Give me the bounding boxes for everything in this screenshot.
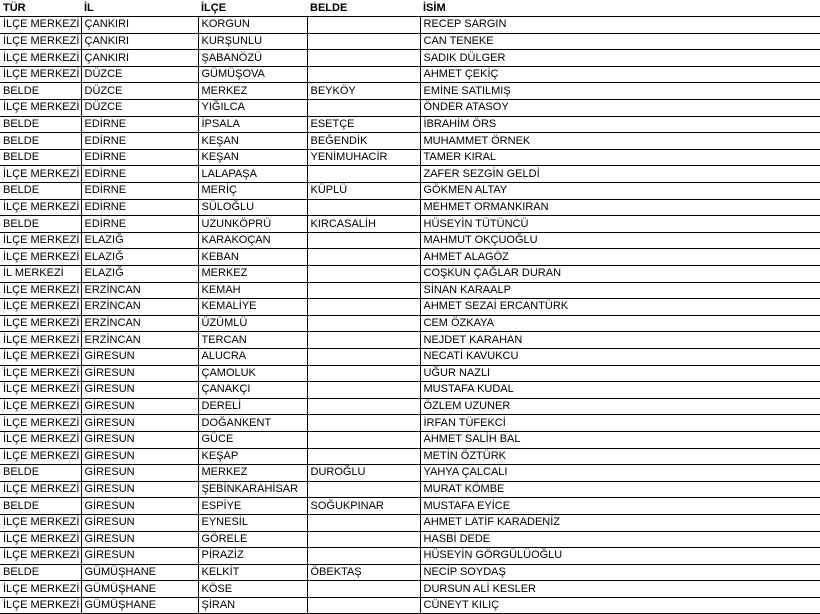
cell-isim: ÖZLEM UZUNER	[420, 398, 820, 415]
cell-il: ERZİNCAN	[81, 315, 198, 332]
table-row	[0, 365, 820, 382]
cell-tur: İLÇE MERKEZİ	[0, 514, 81, 531]
cell-isim: DURSUN ALİ KESLER	[420, 581, 820, 598]
cell-belde: KÜPLÜ	[307, 183, 420, 200]
cell-tur: İLÇE MERKEZİ	[0, 365, 81, 382]
cell-belde: YENİMUHACİR	[307, 149, 420, 166]
cell-tur: İLÇE MERKEZİ	[0, 66, 81, 83]
cell-isim: METİN ÖZTÜRK	[420, 448, 820, 465]
cell-isim: TAMER KIRAL	[420, 149, 820, 166]
cell-isim: HÜSEYİN TÜTÜNCÜ	[420, 216, 820, 233]
cell-il: ÇANKIRI	[81, 33, 198, 50]
cell-tur: İLÇE MERKEZİ	[0, 17, 81, 34]
cell-ilce: KEMALİYE	[198, 299, 307, 316]
cell-ilce: GÜCE	[198, 431, 307, 448]
cell-belde	[307, 531, 420, 548]
cell-belde	[307, 299, 420, 316]
cell-belde	[307, 249, 420, 266]
cell-il: ÇANKIRI	[81, 50, 198, 67]
cell-ilce: KURŞUNLU	[198, 33, 307, 50]
cell-isim: MAHMUT OKÇUOĞLU	[420, 232, 820, 249]
table-row	[0, 232, 820, 249]
table-row	[0, 199, 820, 216]
cell-isim: İRFAN TÜFEKCİ	[420, 415, 820, 432]
cell-ilce: PİRAZİZ	[198, 548, 307, 565]
cell-ilce: ŞABANÖZÜ	[198, 50, 307, 67]
cell-belde	[307, 66, 420, 83]
cell-isim: COŞKUN ÇAĞLAR DURAN	[420, 266, 820, 283]
table-row	[0, 448, 820, 465]
cell-belde	[307, 266, 420, 283]
cell-tur: İLÇE MERKEZİ	[0, 50, 81, 67]
cell-il: GİRESUN	[81, 382, 198, 399]
table-row	[0, 531, 820, 548]
table-row	[0, 498, 820, 515]
cell-ilce: TERCAN	[198, 332, 307, 349]
table-row	[0, 216, 820, 233]
table-row	[0, 33, 820, 50]
cell-belde	[307, 448, 420, 465]
cell-ilce: MERKEZ	[198, 266, 307, 283]
table-row	[0, 564, 820, 581]
table-row	[0, 548, 820, 565]
table-row	[0, 332, 820, 349]
cell-il: ERZİNCAN	[81, 332, 198, 349]
cell-ilce: KORGUN	[198, 17, 307, 34]
cell-isim: MURAT KÖMBE	[420, 481, 820, 498]
cell-il: GÜMÜŞHANE	[81, 564, 198, 581]
table-body	[0, 17, 820, 614]
cell-ilce: ÇANAKÇI	[198, 382, 307, 399]
cell-isim: EMİNE SATILMIŞ	[420, 83, 820, 100]
cell-isim: NECATİ KAVUKCU	[420, 348, 820, 365]
cell-il: ELAZIĞ	[81, 249, 198, 266]
cell-ilce: KARAKOÇAN	[198, 232, 307, 249]
cell-ilce: ŞİRAN	[198, 597, 307, 614]
cell-tur: BELDE	[0, 465, 81, 482]
cell-tur: İLÇE MERKEZİ	[0, 448, 81, 465]
cell-il: EDİRNE	[81, 216, 198, 233]
cell-belde	[307, 382, 420, 399]
cell-isim: SİNAN KARAALP	[420, 282, 820, 299]
cell-belde	[307, 199, 420, 216]
table-row	[0, 100, 820, 117]
cell-tur: BELDE	[0, 498, 81, 515]
table-row	[0, 398, 820, 415]
cell-belde	[307, 481, 420, 498]
cell-isim: AHMET ÇEKİÇ	[420, 66, 820, 83]
cell-belde	[307, 348, 420, 365]
cell-il: GİRESUN	[81, 498, 198, 515]
header-row	[0, 0, 820, 17]
table-row	[0, 50, 820, 67]
table-row	[0, 348, 820, 365]
cell-ilce: EYNESİL	[198, 514, 307, 531]
cell-belde	[307, 100, 420, 117]
table-row	[0, 581, 820, 598]
cell-ilce: KEBAN	[198, 249, 307, 266]
cell-tur: BELDE	[0, 149, 81, 166]
cell-tur: İLÇE MERKEZİ	[0, 431, 81, 448]
table-row	[0, 481, 820, 498]
cell-isim: CÜNEYT KILIÇ	[420, 597, 820, 614]
table-row	[0, 166, 820, 183]
cell-ilce: KEMAH	[198, 282, 307, 299]
cell-tur: İLÇE MERKEZİ	[0, 415, 81, 432]
cell-il: GİRESUN	[81, 531, 198, 548]
cell-il: GİRESUN	[81, 431, 198, 448]
cell-il: ERZİNCAN	[81, 299, 198, 316]
cell-belde	[307, 332, 420, 349]
cell-belde: SOĞUKPINAR	[307, 498, 420, 515]
cell-il: DÜZCE	[81, 100, 198, 117]
cell-tur: İLÇE MERKEZİ	[0, 282, 81, 299]
table-row	[0, 415, 820, 432]
cell-belde	[307, 232, 420, 249]
cell-isim: CAN TENEKE	[420, 33, 820, 50]
cell-ilce: LALAPAŞA	[198, 166, 307, 183]
cell-tur: İLÇE MERKEZİ	[0, 315, 81, 332]
cell-il: DÜZCE	[81, 83, 198, 100]
cell-belde	[307, 514, 420, 531]
cell-il: DÜZCE	[81, 66, 198, 83]
cell-belde	[307, 17, 420, 34]
table-row	[0, 17, 820, 34]
table-header	[0, 0, 820, 17]
cell-isim: AHMET SALİH BAL	[420, 431, 820, 448]
header-tur: TÜR	[0, 0, 81, 17]
table-row	[0, 149, 820, 166]
header-il: İL	[81, 0, 198, 17]
cell-ilce: UZUNKÖPRÜ	[198, 216, 307, 233]
cell-isim: SADIK DÜLGER	[420, 50, 820, 67]
cell-ilce: KEŞAP	[198, 448, 307, 465]
cell-ilce: GÜMÜŞOVA	[198, 66, 307, 83]
cell-il: GİRESUN	[81, 415, 198, 432]
cell-belde: KIRCASALİH	[307, 216, 420, 233]
cell-isim: NEJDET KARAHAN	[420, 332, 820, 349]
cell-il: GİRESUN	[81, 514, 198, 531]
cell-ilce: KELKİT	[198, 564, 307, 581]
cell-ilce: DERELİ	[198, 398, 307, 415]
cell-belde: ESETÇE	[307, 116, 420, 133]
cell-isim: NECİP SOYDAŞ	[420, 564, 820, 581]
cell-tur: İLÇE MERKEZİ	[0, 597, 81, 614]
cell-tur: BELDE	[0, 216, 81, 233]
cell-ilce: KEŞAN	[198, 133, 307, 150]
cell-tur: BELDE	[0, 133, 81, 150]
cell-ilce: MERKEZ	[198, 465, 307, 482]
cell-il: EDİRNE	[81, 199, 198, 216]
cell-tur: İLÇE MERKEZİ	[0, 166, 81, 183]
cell-tur: İLÇE MERKEZİ	[0, 299, 81, 316]
table-row	[0, 315, 820, 332]
cell-il: GÜMÜŞHANE	[81, 581, 198, 598]
table-row	[0, 66, 820, 83]
cell-belde: BEYKÖY	[307, 83, 420, 100]
cell-belde	[307, 33, 420, 50]
cell-isim: AHMET SEZAİ ERCANTÜRK	[420, 299, 820, 316]
cell-tur: İL MERKEZİ	[0, 266, 81, 283]
table-row	[0, 597, 820, 614]
cell-belde	[307, 431, 420, 448]
cell-belde	[307, 581, 420, 598]
cell-ilce: MERKEZ	[198, 83, 307, 100]
cell-ilce: MERİÇ	[198, 183, 307, 200]
cell-il: EDİRNE	[81, 116, 198, 133]
cell-ilce: ŞEBİNKARAHİSAR	[198, 481, 307, 498]
cell-belde	[307, 365, 420, 382]
cell-belde	[307, 315, 420, 332]
cell-il: ERZİNCAN	[81, 282, 198, 299]
cell-il: ELAZIĞ	[81, 232, 198, 249]
table-row	[0, 183, 820, 200]
cell-ilce: KEŞAN	[198, 149, 307, 166]
cell-tur: İLÇE MERKEZİ	[0, 100, 81, 117]
cell-isim: AHMET LATİF KARADENİZ	[420, 514, 820, 531]
cell-il: EDİRNE	[81, 133, 198, 150]
cell-tur: İLÇE MERKEZİ	[0, 33, 81, 50]
cell-isim: ÖNDER ATASOY	[420, 100, 820, 117]
cell-tur: İLÇE MERKEZİ	[0, 348, 81, 365]
cell-il: GİRESUN	[81, 398, 198, 415]
cell-tur: BELDE	[0, 183, 81, 200]
cell-isim: HASBİ DEDE	[420, 531, 820, 548]
cell-isim: RECEP SARGIN	[420, 17, 820, 34]
cell-belde	[307, 597, 420, 614]
cell-ilce: KÖSE	[198, 581, 307, 598]
cell-ilce: ALUCRA	[198, 348, 307, 365]
table-row	[0, 116, 820, 133]
cell-isim: MEHMET ORMANKIRAN	[420, 199, 820, 216]
table-row	[0, 514, 820, 531]
cell-tur: İLÇE MERKEZİ	[0, 531, 81, 548]
table-row	[0, 133, 820, 150]
cell-tur: BELDE	[0, 83, 81, 100]
cell-il: GİRESUN	[81, 448, 198, 465]
cell-tur: İLÇE MERKEZİ	[0, 398, 81, 415]
cell-belde	[307, 548, 420, 565]
cell-isim: AHMET ALAGÖZ	[420, 249, 820, 266]
cell-belde	[307, 398, 420, 415]
cell-isim: MUHAMMET ÖRNEK	[420, 133, 820, 150]
table-row	[0, 382, 820, 399]
cell-tur: İLÇE MERKEZİ	[0, 249, 81, 266]
header-isim: İSİM	[420, 0, 820, 17]
cell-tur: İLÇE MERKEZİ	[0, 199, 81, 216]
cell-il: GİRESUN	[81, 548, 198, 565]
cell-il: GİRESUN	[81, 481, 198, 498]
cell-ilce: DOĞANKENT	[198, 415, 307, 432]
table-row	[0, 83, 820, 100]
cell-il: GİRESUN	[81, 465, 198, 482]
table-row	[0, 465, 820, 482]
cell-ilce: ÜZÜMLÜ	[198, 315, 307, 332]
cell-isim: UĞUR NAZLI	[420, 365, 820, 382]
cell-isim: MUSTAFA EYİCE	[420, 498, 820, 515]
table-row	[0, 282, 820, 299]
cell-isim: YAHYA ÇALCALI	[420, 465, 820, 482]
cell-ilce: İPSALA	[198, 116, 307, 133]
table-row	[0, 266, 820, 283]
cell-belde	[307, 166, 420, 183]
cell-il: EDİRNE	[81, 166, 198, 183]
cell-il: GİRESUN	[81, 365, 198, 382]
header-belde: BELDE	[307, 0, 420, 17]
cell-ilce: GÖRELE	[198, 531, 307, 548]
cell-tur: İLÇE MERKEZİ	[0, 232, 81, 249]
header-ilce: İLÇE	[198, 0, 307, 17]
cell-il: ELAZIĞ	[81, 266, 198, 283]
cell-ilce: ÇAMOLUK	[198, 365, 307, 382]
cell-isim: GÖKMEN ALTAY	[420, 183, 820, 200]
cell-ilce: SÜLOĞLU	[198, 199, 307, 216]
cell-belde: DUROĞLU	[307, 465, 420, 482]
cell-belde	[307, 415, 420, 432]
cell-tur: İLÇE MERKEZİ	[0, 481, 81, 498]
cell-il: ÇANKIRI	[81, 17, 198, 34]
cell-isim: CEM ÖZKAYA	[420, 315, 820, 332]
cell-il: EDİRNE	[81, 183, 198, 200]
cell-belde: BEĞENDİK	[307, 133, 420, 150]
cell-isim: İBRAHİM ÖRS	[420, 116, 820, 133]
cell-tur: İLÇE MERKEZİ	[0, 581, 81, 598]
cell-il: GİRESUN	[81, 348, 198, 365]
cell-tur: İLÇE MERKEZİ	[0, 332, 81, 349]
cell-tur: BELDE	[0, 116, 81, 133]
cell-tur: İLÇE MERKEZİ	[0, 382, 81, 399]
cell-ilce: YIĞILCA	[198, 100, 307, 117]
cell-il: EDİRNE	[81, 149, 198, 166]
cell-il: GÜMÜŞHANE	[81, 597, 198, 614]
table-row	[0, 249, 820, 266]
table-row	[0, 299, 820, 316]
cell-isim: ZAFER SEZGİN GELDİ	[420, 166, 820, 183]
cell-ilce: ESPİYE	[198, 498, 307, 515]
cell-belde: ÖBEKTAŞ	[307, 564, 420, 581]
cell-isim: MUSTAFA KUDAL	[420, 382, 820, 399]
table-row	[0, 431, 820, 448]
cell-tur: BELDE	[0, 564, 81, 581]
cell-belde	[307, 282, 420, 299]
cell-belde	[307, 50, 420, 67]
cell-isim: HÜSEYİN GÖRGÜLÜOĞLU	[420, 548, 820, 565]
cell-tur: İLÇE MERKEZİ	[0, 548, 81, 565]
